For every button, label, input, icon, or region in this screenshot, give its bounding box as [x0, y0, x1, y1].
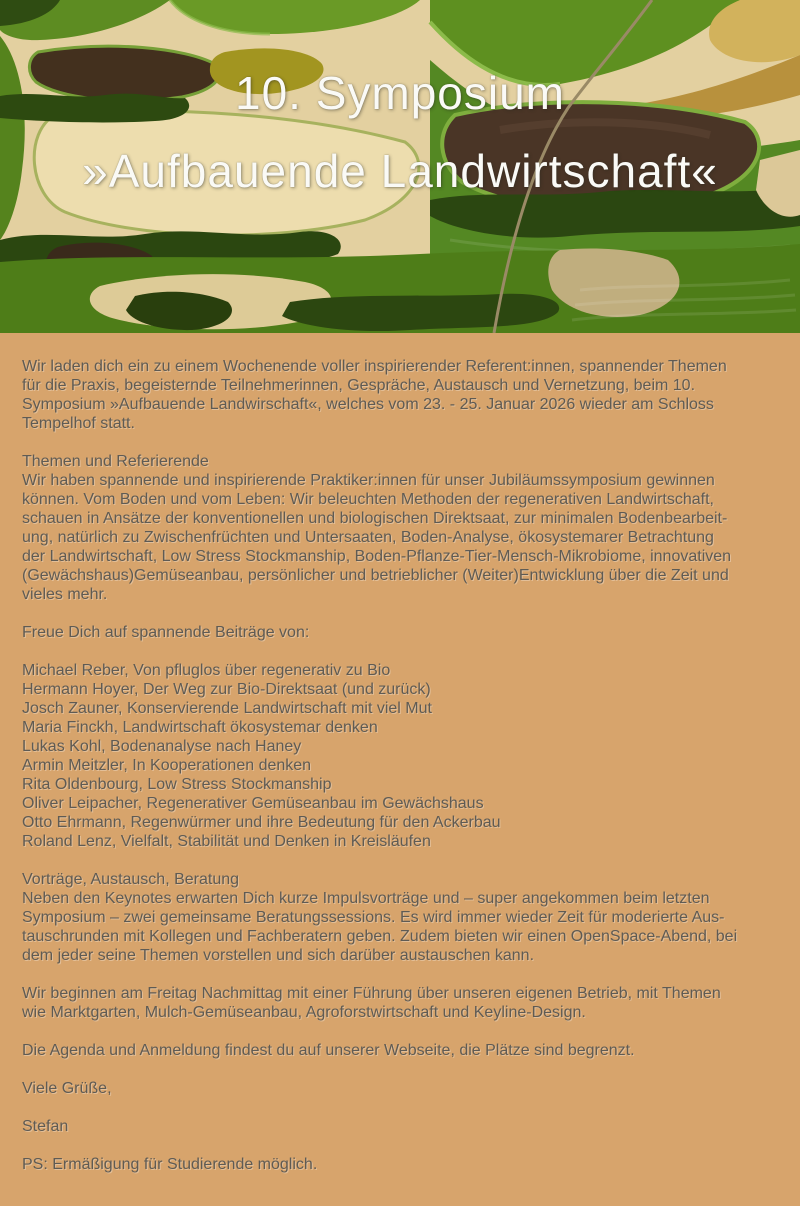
- greeting-text: Viele Grüße,: [22, 1080, 112, 1097]
- intro-paragraph: Wir laden dich ein zu einem Wochenende voller inspirierender Referent:innen, spannender Themen für die Praxis, begeisternde Teilnehmerinnen, Gespräche, Austausch und Vernetzung, beim 10. Symposium »Aufbauende Landwirschaft«, welches vom 23. - 25. Januar 2026 wieder am Schloss Tempelhof statt.: [22, 358, 727, 432]
- agenda-paragraph: Die Agenda und Anmeldung findest du auf unserer Webseite, die Plätze sind begrenzt.: [22, 1042, 635, 1059]
- talks-heading: Vorträge, Austausch, Beratung: [22, 871, 240, 888]
- hero-title: [0, 67, 800, 197]
- friday-paragraph: Wir beginnen am Freitag Nachmittag mit einer Führung über unseren eigenen Betrieb, mit Themen wie Marktgarten, Mulch-Gemüseanbau, Agroforstwirtschaft und Keyline-Design.: [22, 985, 721, 1021]
- ps-text: PS: Ermäßigung für Studierende möglich.: [22, 1156, 318, 1173]
- hero-title-line1: 10. Symposium: [234, 67, 565, 119]
- hero-title-line2: »Aufbauende Landwirtschaft«: [82, 145, 718, 197]
- signature-text: Stefan: [22, 1118, 69, 1135]
- themes-section: [22, 452, 786, 604]
- newsletter-body: [0, 333, 800, 1174]
- talks-section: [22, 870, 786, 965]
- speakers-list: Michael Reber, Von pfluglos über regenerativ zu Bio Hermann Hoyer, Der Weg zur Bio-Direktsaat (und zurück) Josch Zauner, Konservierende Landwirtschaft mit viel Mut Maria Finckh, Landwirtschaft ökosystemar denken Lukas Kohl, Bodenanalyse nach Haney Armin Meitzler, In Kooperationen denken Rita Oldenbourg, Low Stress Stockmanship Oliver Leipacher, Regenerativer Gemüseanbau im Gewächshaus Otto Ehrmann, Regenwürmer und ihre Bedeutung für den Ackerbau Roland Lenz, Vielfalt, Stabilität und Denken in Kreisläufen: [22, 662, 501, 850]
- hero-banner: [0, 0, 800, 333]
- themes-heading: Themen und Referierende: [22, 453, 209, 470]
- themes-text: Wir haben spannende und inspirierende Praktiker:innen für unser Jubiläumssymposium gewinnen können. Vom Boden und vom Leben: Wir beleuchten Methoden der regenerativen Landwirtschaft, schauen in Ansätze der konventionellen und biologischen Direktsaat, zur minimalen Bodenbearbeit- ung, natürlich zu Zwischenfrüchten und Untersaaten, Boden-Analyse, ökosystemarer Betrachtung der Landwirtschaft, Low Stress Stockmanship, Boden-Pflanze-Tier-Mensch-Mikrobiome, innovativen (Gewächshaus)Gemüseanbau, persönlicher und betrieblicher (Weiter)Entwicklung über die Zeit und vieles mehr.: [22, 472, 732, 603]
- talks-text: Neben den Keynotes erwarten Dich kurze Impulsvorträge und – super angekommen beim letzten Symposium – zwei gemeinsame Beratungssessions. Es wird immer wieder Zeit für moderierte Aus- tauschrunden mit Kollegen und Fachberatern geben. Zudem bieten wir einen OpenSpace-Abend, bei dem jeder seine Themen vorstellen und sich darüber austauschen kann.: [22, 890, 738, 964]
- speakers-section: [22, 623, 786, 851]
- speakers-intro: Freue Dich auf spannende Beiträge von:: [22, 624, 310, 641]
